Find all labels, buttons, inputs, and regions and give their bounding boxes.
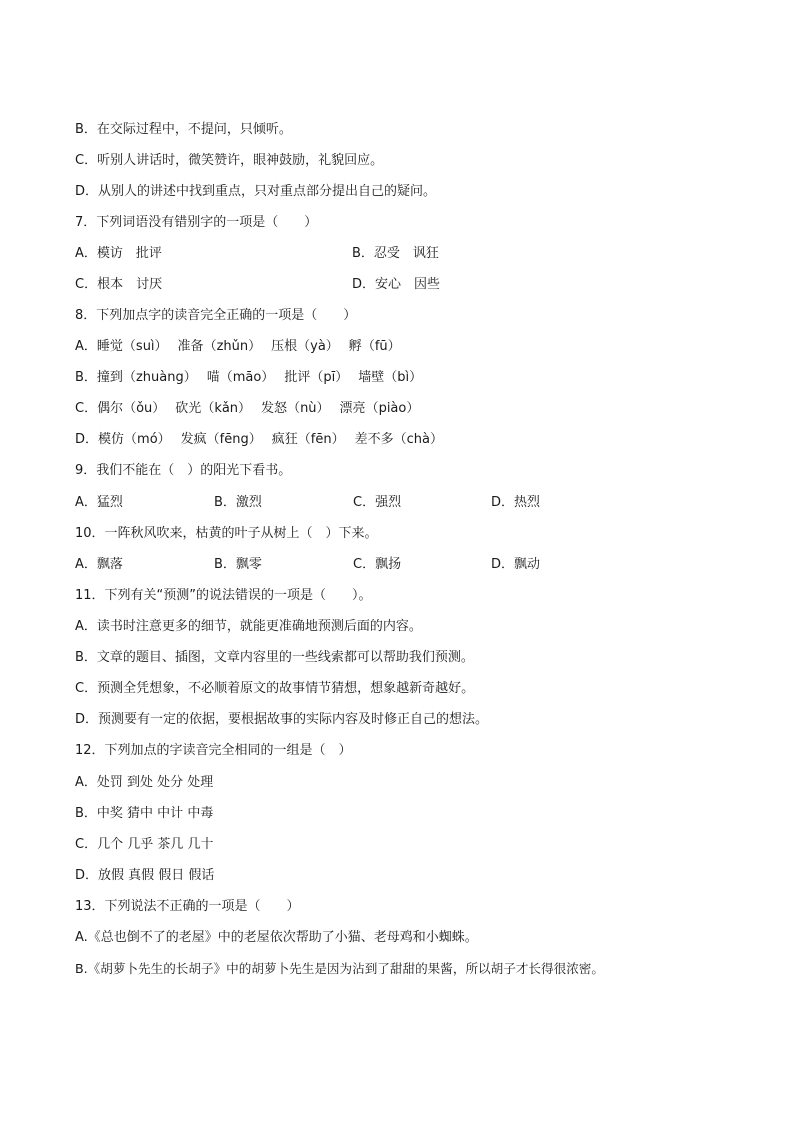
q9-option-b: B．激烈 xyxy=(214,495,262,510)
q10-option-c: C．飘扬 xyxy=(353,557,402,572)
word: 墙壁 xyxy=(358,370,385,385)
word: 砍光 xyxy=(175,401,202,416)
pinyin: （suì） xyxy=(122,339,168,354)
q6-option-b: B．在交际过程中，不提问，只倾听。 xyxy=(75,122,292,137)
word: 准备 xyxy=(177,339,204,354)
pinyin: （fēng） xyxy=(206,432,262,447)
pinyin: （yà） xyxy=(297,339,339,354)
q12-option-c: C．几个 几乎 茶几 几十 xyxy=(75,837,214,852)
pinyin: （chà） xyxy=(393,432,443,447)
pinyin: （bì） xyxy=(384,370,423,385)
pinyin: （kǎn） xyxy=(201,401,252,416)
q12-option-b: B．中奖 猜中 中计 中毒 xyxy=(75,806,214,821)
q7-option-a: A．模访 批评 xyxy=(75,246,162,261)
q7-option-b: B．忍受 讽狂 xyxy=(352,246,439,261)
q13-option-a: A.《总也倒不了的老屋》中的老屋依次帮助了小猫、老母鸡和小蜘蛛。 xyxy=(75,930,478,945)
option-letter: C． xyxy=(75,401,98,416)
q8-option-c xyxy=(75,400,419,418)
q12-option-a: A．处罚 到处 处分 处理 xyxy=(75,775,214,790)
q9-stem: 9．我们不能在（ ）的阳光下看书。 xyxy=(75,463,292,478)
q10-option-a: A．飘落 xyxy=(75,557,123,572)
word: 撞到 xyxy=(96,370,123,385)
q10-stem: 10．一阵秋风吹来，枯黄的叶子从树上（ ）下来。 xyxy=(75,526,378,541)
word: 漂亮 xyxy=(339,401,366,416)
q8-option-a xyxy=(75,338,401,356)
q11-option-a: A．读书时注意更多的细节，就能更准确地预测后面的内容。 xyxy=(75,619,422,634)
q11-option-c: C．预测全凭想象，不必顺着原文的故事情节猜想，想象越新奇越好。 xyxy=(75,681,475,696)
q12-stem: 12．下列加点的字读音完全相同的一组是（ ） xyxy=(75,743,352,758)
q6-option-d: D．从别人的讲述中找到重点，只对重点部分提出自己的疑问。 xyxy=(75,184,437,199)
q13-stem: 13．下列说法不正确的一项是（ ） xyxy=(75,899,300,914)
q12-option-d: D．放假 真假 假日 假话 xyxy=(75,868,215,883)
option-letter: A． xyxy=(75,339,97,354)
q11-stem: 11．下列有关“预测”的说法错误的一项是（ ）。 xyxy=(75,588,372,603)
q7-stem: 7．下列词语没有错别字的一项是（ ） xyxy=(75,215,318,230)
word: 差不多 xyxy=(354,432,394,447)
pinyin: （fū） xyxy=(361,339,401,354)
pinyin: （zhuàng） xyxy=(122,370,197,385)
word: 孵 xyxy=(348,339,362,354)
word: 批评 xyxy=(284,370,311,385)
q9-option-c: C．强烈 xyxy=(353,495,402,510)
q7-option-d: D．安心 因些 xyxy=(352,277,441,292)
word: 压根 xyxy=(271,339,298,354)
q11-option-b: B．文章的题目、插图，文章内容里的一些线索都可以帮助我们预测。 xyxy=(75,650,474,665)
word: 睡觉 xyxy=(96,339,123,354)
q13-option-b: B.《胡萝卜先生的长胡子》中的胡萝卜先生是因为沾到了甜甜的果酱，所以胡子才长得很浓密。 xyxy=(75,961,604,976)
pinyin: （māo） xyxy=(219,370,275,385)
q9-option-a: A．猛烈 xyxy=(75,495,123,510)
word: 疯狂 xyxy=(271,432,298,447)
q8-option-d xyxy=(75,431,443,449)
word: 发疯 xyxy=(180,432,207,447)
pinyin: （piào） xyxy=(365,401,420,416)
pinyin: （fēn） xyxy=(297,432,345,447)
pinyin: （pī） xyxy=(310,370,349,385)
pinyin: （zhǔn） xyxy=(203,339,262,354)
pinyin: （mó） xyxy=(124,432,171,447)
q10-option-d: D．飘动 xyxy=(491,557,541,572)
q10-option-b: B．飘零 xyxy=(214,557,262,572)
q6-option-c: C．听别人讲话时，微笑赞许，眼神鼓励，礼貌回应。 xyxy=(75,153,384,168)
q8-stem: 8．下列加点字的读音完全正确的一项是（ ） xyxy=(75,308,357,323)
word: 喵 xyxy=(206,370,220,385)
q7-option-c: C．根本 讨厌 xyxy=(75,277,163,292)
word: 模仿 xyxy=(98,432,125,447)
word: 发怒 xyxy=(261,401,288,416)
option-letter: D． xyxy=(75,432,99,447)
q9-option-d: D．热烈 xyxy=(491,495,541,510)
pinyin: （nù） xyxy=(287,401,330,416)
word: 偶尔 xyxy=(97,401,124,416)
q8-option-b xyxy=(75,369,422,387)
option-letter: B． xyxy=(75,370,97,385)
pinyin: （ǒu） xyxy=(123,401,166,416)
q11-option-d: D．预测要有一定的依据，要根据故事的实际内容及时修正自己的想法。 xyxy=(75,712,489,727)
